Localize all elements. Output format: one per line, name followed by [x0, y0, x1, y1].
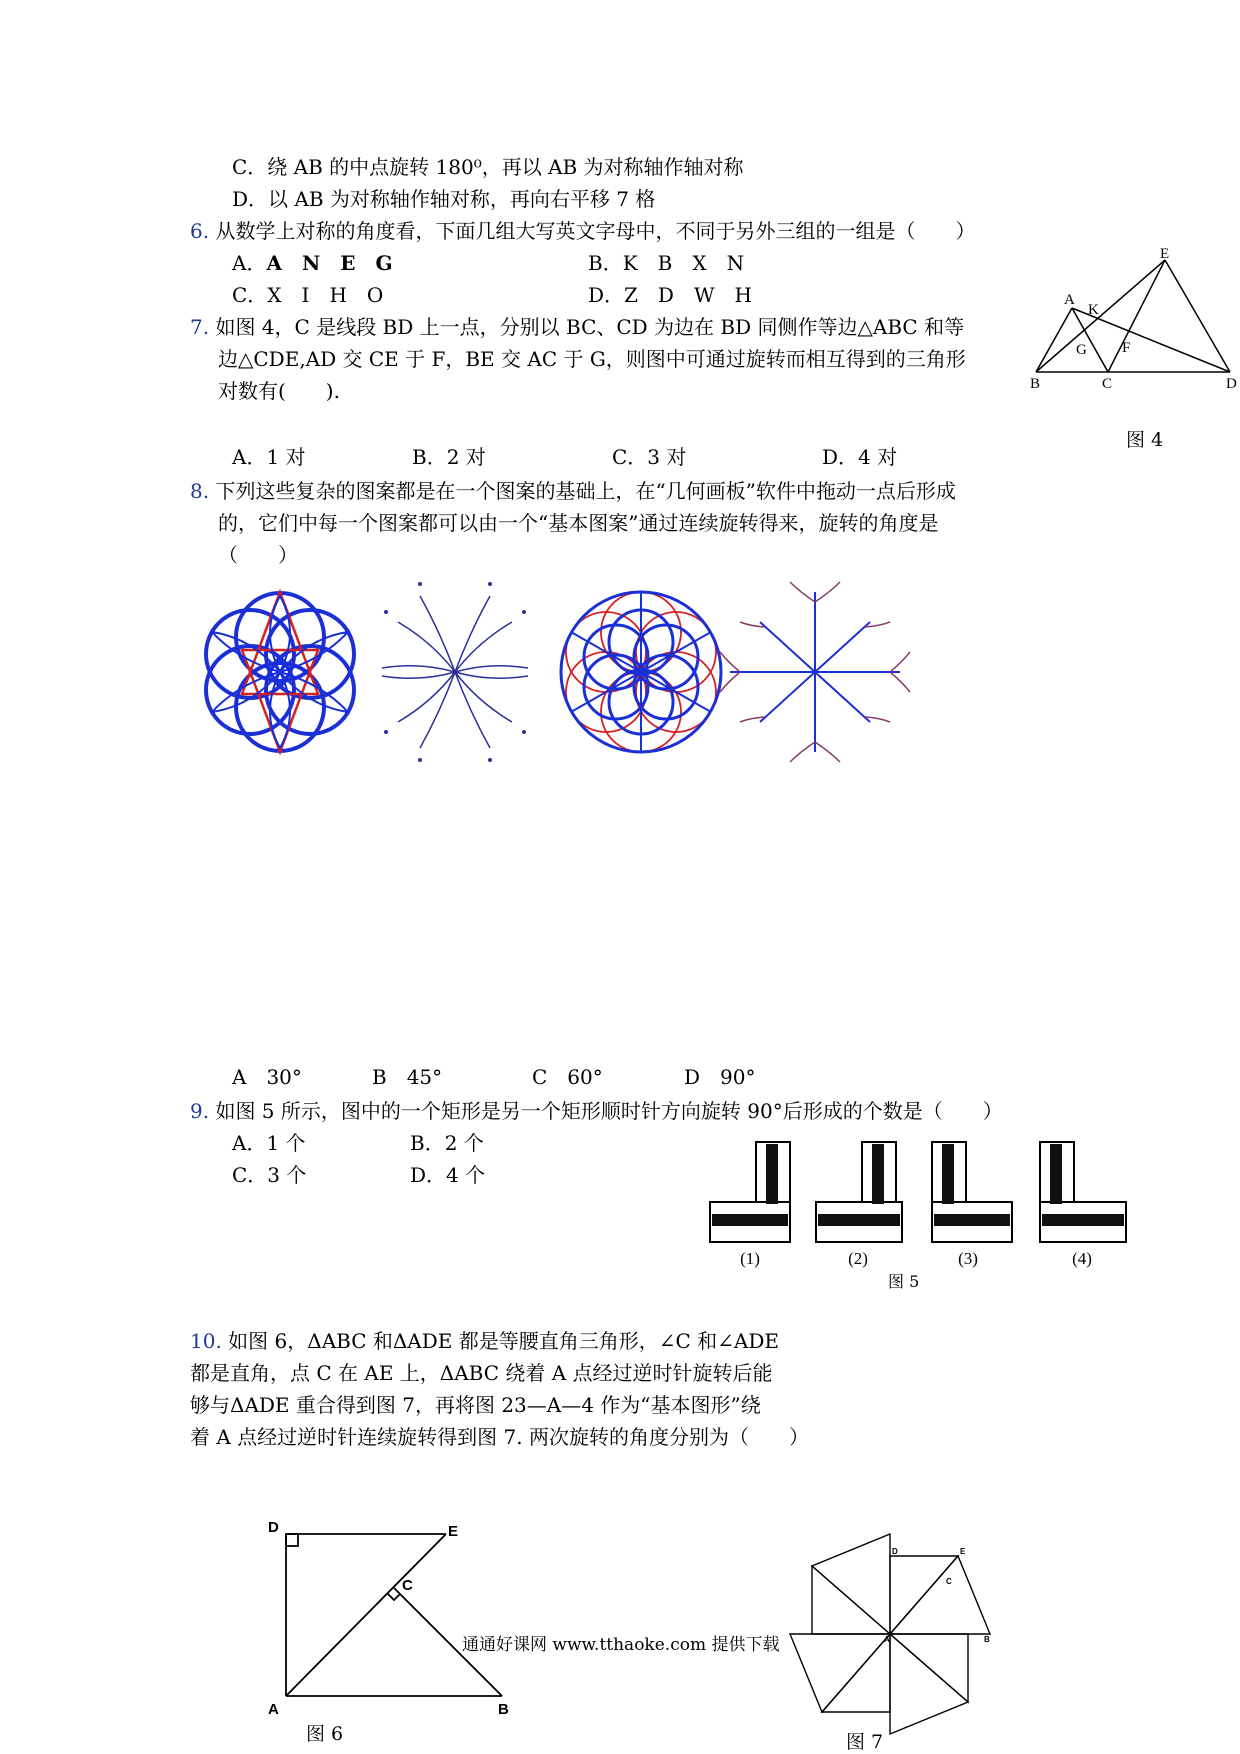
q7-number: 7.: [190, 315, 210, 339]
fig4-label-c: C: [1102, 376, 1113, 392]
fig6-label-e: E: [448, 1523, 459, 1540]
figure-6-caption: 图 6: [306, 1723, 344, 1745]
q9-option-a: A．1 个: [232, 1131, 306, 1155]
fig7-label-d: D: [892, 1547, 898, 1556]
q8-number: 8.: [190, 479, 210, 503]
q7-option-c: C．3 对: [612, 445, 687, 469]
fig5-label-3: (3): [958, 1249, 978, 1268]
figure-4-triangles: [1030, 246, 1237, 392]
fig5-label-4: (4): [1072, 1249, 1092, 1268]
fig6-label-c: C: [402, 1577, 413, 1594]
q9-stem: [190, 1098, 1003, 1124]
q10-stem-line4: 着 A 点经过逆时针连续旋转得到图 7. 两次旋转的角度分别为（ ）: [190, 1425, 809, 1449]
fig7-label-e: E: [960, 1547, 966, 1556]
pattern-3-dense-rosette: [556, 582, 726, 762]
q10-number: 10.: [190, 1329, 222, 1353]
fig6-label-b: B: [498, 1701, 509, 1718]
q8-option-a: A 30°: [232, 1065, 302, 1089]
fig4-label-a: A: [1064, 292, 1075, 308]
q10-stem-line2: 都是直角，点 C 在 AE 上，ΔABC 绕着 A 点经过逆时针旋转后能: [190, 1361, 773, 1385]
q6-option-a-text: A N E G: [266, 251, 393, 275]
fig4-label-d: D: [1226, 376, 1237, 392]
q6-text: 从数学上对称的角度看，下面几组大写英文字母中，不同于另外三组的一组是（ ）: [215, 219, 976, 243]
q7-option-a: A．1 对: [232, 445, 306, 469]
q9-number: 9.: [190, 1099, 210, 1123]
q9-option-c: C．3 个: [232, 1163, 307, 1187]
q6-stem: [190, 218, 975, 244]
fig4-label-e: E: [1160, 246, 1170, 262]
q8-stem-line2: 的，它们中每一个图案都可以由一个“基本图案”通过连续旋转得来，旋转的角度是: [218, 511, 939, 535]
fig4-label-g: G: [1076, 342, 1087, 358]
q9-option-d: D．4 个: [410, 1163, 486, 1187]
q8-option-c: C 60°: [532, 1065, 603, 1089]
fig7-label-a: A: [884, 1635, 890, 1644]
fig7-label-b: B: [984, 1635, 990, 1644]
figure-4-caption: 图 4: [1126, 429, 1164, 451]
q9-text: 如图 5 所示，图中的一个矩形是另一个矩形顺时针方向旋转 90°后形成的个数是（ ）: [215, 1099, 1003, 1123]
pattern-1-rosette: [190, 582, 370, 762]
figure-6-triangles: [266, 1519, 509, 1720]
pattern-2-radial: [380, 582, 530, 762]
q8-stem-line3: （ ）: [218, 543, 298, 567]
q5-option-c: C．绕 AB 的中点旋转 180⁰，再以 AB 为对称轴作轴对称: [232, 155, 744, 179]
fig7-label-c: C: [946, 1577, 952, 1586]
footer-download-note: 通通好课网 www.tthaoke.com 提供下载: [462, 1635, 780, 1655]
q6-option-a: [232, 250, 393, 276]
fig6-label-d: D: [268, 1519, 279, 1536]
figure-7-caption: 图 7: [846, 1731, 884, 1753]
figure-7-pinwheel: [790, 1534, 990, 1734]
q6-option-b: B．K B X N: [588, 251, 745, 275]
q7-option-b: B．2 对: [412, 445, 486, 469]
figure-5-caption: 图 5: [888, 1272, 920, 1291]
q8-option-d: D 90°: [684, 1065, 756, 1089]
q6-number: 6.: [190, 219, 210, 243]
fig4-label-k: K: [1088, 302, 1099, 318]
q5-option-d: D．以 AB 为对称轴作轴对称，再向右平移 7 格: [232, 187, 656, 211]
fig4-label-b: B: [1030, 376, 1041, 392]
q6-option-c: C．X I H O: [232, 283, 384, 307]
q10-stem-line1: [190, 1328, 779, 1354]
q10-stem-line3: 够与ΔADE 重合得到图 7，再将图 23—A—4 作为“基本图形”绕: [190, 1393, 761, 1417]
q6-option-d: D．Z D W H: [588, 283, 752, 307]
q10-text-line1: 如图 6，ΔABC 和ΔADE 都是等腰直角三角形，∠C 和∠ADE: [228, 1329, 780, 1353]
fig5-label-2: (2): [848, 1249, 868, 1268]
q7-stem-line2: 边△CDE,AD 交 CE 于 F，BE 交 AC 于 G，则图中可通过旋转而相互得到的三角形: [218, 347, 966, 371]
q6-option-a-label: A．: [232, 251, 267, 275]
fig5-label-1: (1): [740, 1249, 760, 1268]
q7-option-d: D．4 对: [822, 445, 898, 469]
figure-5-rectangles: [706, 1142, 1126, 1272]
q7-stem-line3: 对数有( ).: [218, 379, 340, 403]
q9-option-b: B．2 个: [410, 1131, 484, 1155]
q7-stem-line1: [190, 314, 964, 340]
q8-option-b: B 45°: [372, 1065, 443, 1089]
q8-stem-line1: [190, 478, 956, 504]
fig4-label-f: F: [1122, 340, 1131, 356]
q8-text-line1: 下列这些复杂的图案都是在一个图案的基础上，在“几何画板”软件中拖动一点后形成: [215, 479, 956, 503]
pattern-4-snowflake: [720, 582, 910, 762]
q7-text-line1: 如图 4，C 是线段 BD 上一点，分别以 BC、CD 为边在 BD 同侧作等边△ABC 和等: [215, 315, 965, 339]
fig6-label-a: A: [268, 1701, 279, 1718]
